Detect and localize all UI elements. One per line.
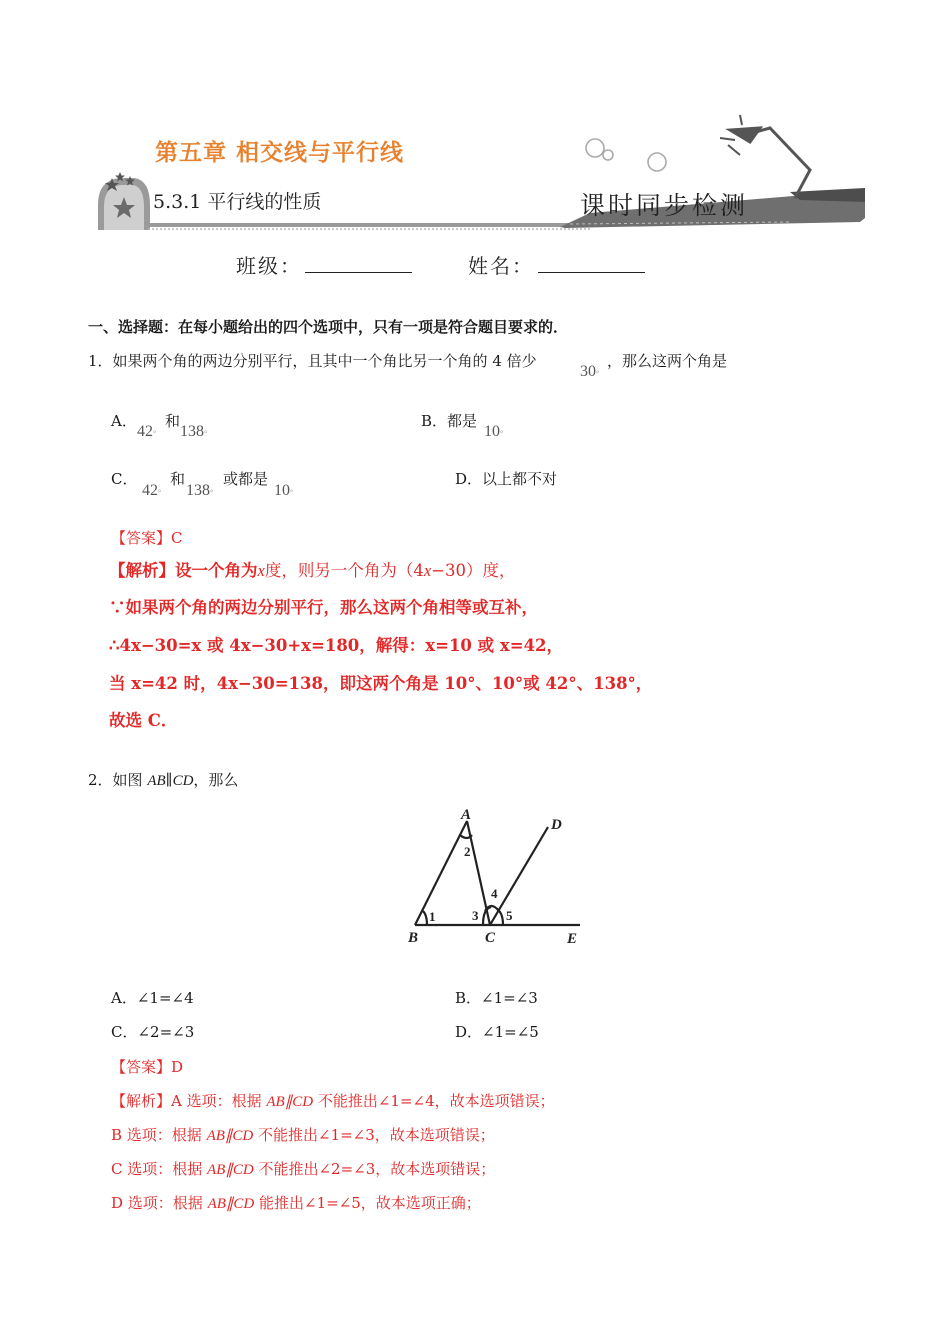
label-d: D [551, 817, 562, 833]
class-blank[interactable] [305, 250, 412, 273]
q2-analysis-a: 【解析】A 选项：根据 AB∥CD 不能推出∠1=∠4，故本选项错误； [111, 1092, 555, 1110]
label-c: C [485, 930, 496, 946]
q1-option-c-label: C． [111, 470, 138, 488]
label-a: A [461, 807, 472, 823]
q1-stem-num: 30 [580, 363, 596, 380]
chapter-title: 第五章 相交线与平行线 [155, 139, 405, 166]
q2-answer: 【答案】D [111, 1058, 184, 1076]
q2-analysis-d: D 选项：根据 AB∥CD 能推出∠1=∠5，故本选项正确； [111, 1194, 481, 1212]
label-angle-4: 4 [491, 886, 498, 901]
q1-stem-number: 30° [580, 363, 600, 380]
q1-option-b-n1: 10° [484, 423, 504, 440]
q2-option-c: C．∠2=∠3 [111, 1023, 195, 1041]
q1-analysis-line2: ∵如果两个角的两边分别平行，那么这两个角相等或互补， [109, 598, 538, 617]
label-angle-3: 3 [472, 908, 479, 923]
q2-analysis-c: C 选项：根据 AB∥CD 不能推出∠2=∠3，故本选项错误； [111, 1160, 496, 1178]
name-blank[interactable] [538, 250, 645, 273]
q2-analysis-b: B 选项：根据 AB∥CD 不能推出∠1=∠3，故本选项错误； [111, 1126, 495, 1144]
q1-stem-text: 1．如果两个角的两边分别平行，且其中一个角比另一个角的 4 倍少 [88, 352, 537, 370]
label-e: E [567, 931, 578, 947]
line-ab [415, 821, 467, 925]
q1-option-a-label: A． [111, 412, 137, 430]
angle-2-arc [460, 835, 472, 838]
label-b: B [408, 930, 419, 946]
angle-1-arc [423, 911, 427, 925]
q1-analysis-line4: 当 x=42 时，4x−30=138，即这两个角是 10°、10°或 42°、138°， [109, 674, 653, 693]
q2-option-b: B．∠1=∠3 [455, 989, 538, 1007]
q1-analysis-line1: 【解析】设一个角为x度，则另一个角为（4x−30）度， [109, 561, 516, 580]
name-label: 姓名： [468, 254, 534, 278]
q1-option-b-label: B．都是 [421, 412, 478, 430]
q1-analysis-line3: ∴4x−30=x 或 4x−30+x=180，解得：x=10 或 x=42， [109, 636, 564, 655]
q1-stem [88, 350, 537, 371]
q1-option-a-n1: 42° [137, 423, 157, 440]
label-angle-2: 2 [464, 844, 471, 859]
section-title: 5.3.1 平行线的性质 [153, 191, 322, 213]
q1-stem-end: ，那么这两个角是 [607, 352, 728, 370]
q1-option-c-and: 和 [170, 470, 186, 488]
q2-option-d: D．∠1=∠5 [455, 1023, 539, 1041]
header-banner [90, 110, 865, 240]
bubble-decoration-icon [586, 139, 666, 171]
q1-option-a-and: 和 [165, 412, 181, 430]
q1-option-c-or: 或都是 [223, 470, 269, 488]
q1-option-c-n3: 10° [274, 482, 294, 499]
q2-stem: 2．如图 AB∥CD，那么 [88, 771, 239, 789]
star-badge-icon [98, 172, 150, 230]
sync-test-label: 课时同步检测 [580, 191, 749, 220]
parallel-lines-figure [405, 805, 590, 950]
label-angle-1: 1 [429, 909, 436, 924]
label-angle-5: 5 [506, 908, 513, 923]
q1-option-a-n2: 138° [180, 423, 208, 440]
section-heading: 一、选择题：在每小题给出的四个选项中，只有一项是符合题目要求的． [88, 318, 569, 336]
q1-option-c-n2: 138° [186, 482, 214, 499]
class-label: 班级： [236, 254, 302, 278]
q2-option-a: A．∠1=∠4 [111, 989, 194, 1007]
q1-option-d: D．以上都不对 [455, 470, 558, 488]
q1-analysis-line5: 故选 C． [109, 711, 178, 730]
q1-answer: 【答案】C [111, 529, 183, 547]
q1-option-c-n1: 42° [142, 482, 162, 499]
